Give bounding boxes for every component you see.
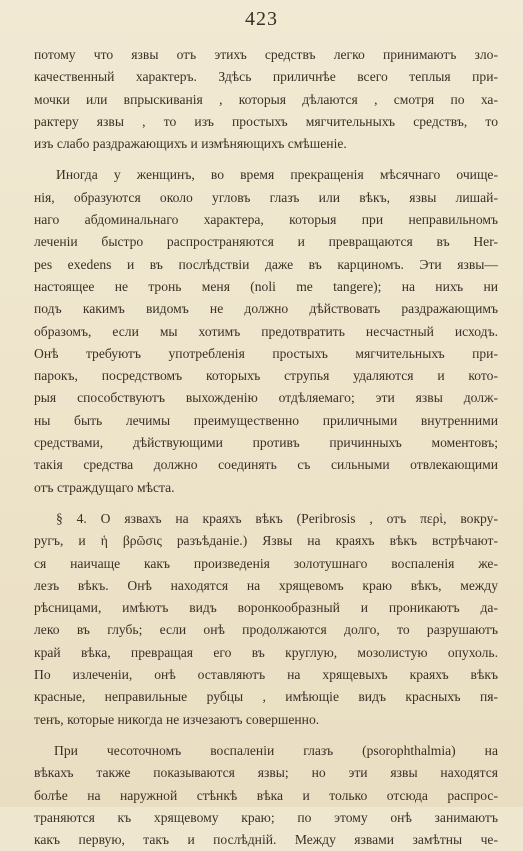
text-line: какъ первую, такъ и послѣдній. Между язвами замѣтны че- <box>34 832 498 848</box>
text-line: мочки или впрыскиванія , которыя дѣлаются , смотря по ха- <box>34 91 498 107</box>
text-line: край вѣка, превращая его въ круглую, мозолистую опухоль. <box>34 644 498 660</box>
text-line: такія средства должно соединять съ сильными отвлекающими <box>34 457 498 473</box>
paragraph-3 <box>34 508 498 731</box>
text-line: леченіи быстро распространяются и превращаются въ Her- <box>34 234 498 250</box>
paragraph-2 <box>34 164 498 498</box>
text-line: красные, неправильные рубцы , имѣющіе видъ красныхъ пя- <box>34 689 498 705</box>
text-line: образомъ, если мы хотимъ предотвратить несчастный исходъ. <box>34 323 498 339</box>
text-line: тенъ, которые никогда не изчезаютъ совершенно. <box>34 711 320 727</box>
text-line: болѣе на наружной стѣнкѣ вѣка и только отсюда распрос- <box>34 787 498 803</box>
text-line: ны быть лечимы преимущественно приличными внутренними <box>34 412 498 428</box>
paragraph-4 <box>34 740 498 851</box>
text-line: средствами, дѣйствующими противъ причинныхъ моментовъ; <box>34 435 498 451</box>
text-line: § 4. О язвахъ на краяхъ вѣкъ (Peribrosis , отъ περὶ, вокру- <box>56 510 498 526</box>
text-line: качественный характеръ. Здѣсь приличнѣе всего теплыя при- <box>34 69 498 85</box>
text-line: ся наичаще какъ произведенія золотушнаго воспаленія же- <box>34 555 498 571</box>
text-line: лезъ вѣкъ. Онѣ находятся на хрящевомъ краю вѣкъ, между <box>34 577 498 593</box>
text-line: отъ страждущаго мѣста. <box>34 479 175 495</box>
text-line: Иногда у женщинъ, во время прекращенія мѣсячнаго очище- <box>56 167 498 183</box>
text-line: потому что язвы отъ этихъ средствъ легко принимаютъ зло- <box>34 47 498 62</box>
text-line: ругъ, и ἡ βρῶσις разъѣданіе.) Язвы на краяхъ вѣкъ встрѣчают- <box>34 533 498 549</box>
paragraph-1 <box>34 44 498 155</box>
text-line: наго абдоминальнаго характера, которыя при неправильномъ <box>34 212 498 228</box>
text-line: леко въ глубь; если онѣ продолжаются долго, то разрушаютъ <box>34 622 498 638</box>
text-line: Онѣ требуютъ употребленія простыхъ мягчительныхъ при- <box>34 345 498 361</box>
text-line: По излеченіи, онѣ оставляютъ на хрящевыхъ краяхъ вѣкъ <box>34 667 498 683</box>
text-line: настоящее не тронь меня (noli me tangere); на нихъ ни <box>34 278 498 294</box>
page-number: 423 <box>245 8 278 30</box>
text-line: рыя способствуютъ выхожденію отдѣляемаго; эти язвы долж- <box>34 390 498 406</box>
text-line: нія, образуются около угловъ глазъ или вѣкъ, язвы лишай- <box>34 189 498 205</box>
text-line: траняются къ хрящевому краю; по этому онѣ занимаютъ <box>34 809 498 825</box>
text-line: вѣкахъ также показываются язвы; но эти язвы находятся <box>34 765 498 781</box>
text-line: подъ какимъ видомъ не должно дѣйствовать раздражающимъ <box>34 301 498 317</box>
text-body <box>34 44 498 851</box>
text-line: pes exedens и въ послѣдствіи даже въ карциномъ. Эти язвы— <box>34 256 498 272</box>
text-line: рактеру язвы , то изъ простыхъ мягчительныхъ средствъ, то <box>34 113 498 129</box>
text-line: изъ слабо раздражающихъ и измѣняющихъ смѣшеніе. <box>34 136 347 152</box>
text-line: парокъ, посредствомъ которыхъ струпья удаляются и кото- <box>34 368 498 384</box>
text-line: рѣсницами, имѣютъ видъ воронкообразный и проникаютъ да- <box>34 600 498 616</box>
text-line: При чесоточномъ воспаленіи глазъ (psorophthalmia) на <box>54 742 498 758</box>
